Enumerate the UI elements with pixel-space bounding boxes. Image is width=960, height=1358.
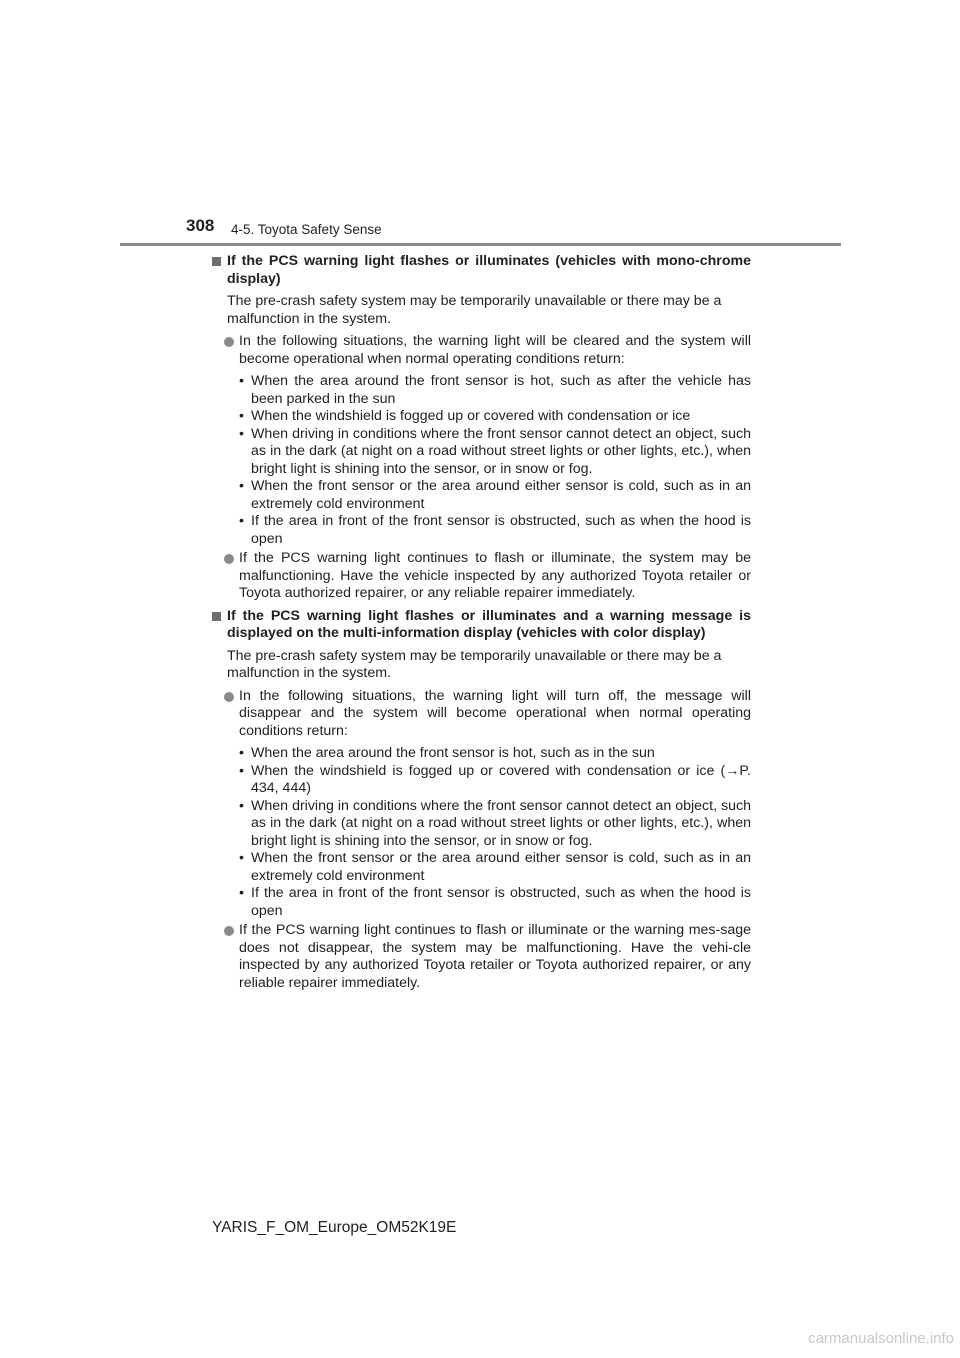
condition-list	[211, 373, 751, 548]
section-title: 4-5. Toyota Safety Sense	[231, 222, 382, 237]
dot-bullet-icon: •	[239, 373, 244, 389]
list-item-text: When the front sensor or the area around either sensor is cold, such as in an extremely cold environment	[251, 850, 751, 884]
list-item	[211, 798, 751, 851]
list-item	[211, 850, 751, 885]
dot-bullet-icon: •	[239, 797, 244, 814]
list-item	[211, 426, 751, 479]
list-item	[211, 688, 751, 741]
list-item-text: When the windshield is fogged up or covered with condensation or ice	[251, 408, 691, 424]
header-divider	[120, 243, 841, 246]
circle-bullet-icon	[224, 554, 234, 564]
watermark: carmanualsonline.info	[808, 1330, 954, 1347]
list-item-text: In the following situations, the warning light will turn off, the message will disappear and the system will become operational when normal operating conditions return:	[239, 687, 751, 739]
list-item-text: When driving in conditions where the front sensor cannot detect an object, such as in the dark (at night on a road without street lights or other lights, etc.), when bright light is shining into the sensor, or in snow or fog.	[251, 425, 751, 477]
dot-bullet-icon: •	[239, 745, 244, 761]
list-item-text: When driving in conditions where the front sensor cannot detect an object, such as in the dark (at night on a road without street lights or other lights, etc.), when bright light is shining into the sensor, or in snow or fog.	[251, 797, 751, 849]
square-bullet-icon	[212, 257, 221, 266]
document-code: YARIS_F_OM_Europe_OM52K19E	[212, 1219, 457, 1236]
list-item-text: If the PCS warning light continues to flash or illuminate or the warning mes-sage does not disappear, the system may be malfunctioning. Have the vehi-cle inspected by any authorized Toyota retailer or Toyota authorized repairer, or any reliable repairer immediately.	[239, 922, 751, 991]
list-item-text: When the area around the front sensor is hot, such as after the vehicle has been parked in the sun	[251, 373, 751, 407]
list-item	[211, 408, 751, 426]
list-item-text: If the PCS warning light continues to flash or illuminate, the system may be malfunctioning. Have the vehicle inspected by any authorized Toyota retailer or Toyota authorized repairer, or any reliable repairer immediately.	[239, 550, 751, 601]
circle-bullet-icon	[224, 692, 234, 702]
list-item	[211, 333, 751, 368]
condition-list	[211, 745, 751, 920]
list-item	[211, 478, 751, 513]
dot-bullet-icon: •	[239, 885, 244, 901]
dot-bullet-icon: •	[239, 513, 244, 529]
dot-bullet-icon: •	[239, 762, 244, 779]
section-heading-monochrome	[211, 253, 751, 288]
page-content	[211, 253, 751, 997]
list-item	[211, 885, 751, 920]
list-item	[211, 745, 751, 763]
list-item	[211, 922, 751, 992]
heading-text: If the PCS warning light flashes or illuminates and a warning message is displayed on the multi-information display (vehicles with color display)	[227, 607, 751, 641]
list-item-text: If the area in front of the front sensor is obstructed, such as when the hood is open	[251, 885, 751, 919]
circle-bullet-icon	[224, 337, 234, 347]
list-item-text: If the area in front of the front sensor is obstructed, such as when the hood is open	[251, 513, 751, 547]
list-item	[211, 513, 751, 548]
heading-text: If the PCS warning light flashes or illuminates (vehicles with mono-chrome display)	[227, 253, 751, 287]
dot-bullet-icon: •	[239, 425, 244, 442]
list-item-text: In the following situations, the warning light will be cleared and the system will become operational when normal operating conditions return:	[239, 333, 751, 367]
list-item	[211, 373, 751, 408]
square-bullet-icon	[212, 612, 221, 621]
list-item-text: When the area around the front sensor is hot, such as in the sun	[251, 745, 655, 761]
list-item-text: When the windshield is fogged up or covered with condensation or ice (→P. 434, 444)	[251, 762, 751, 796]
dot-bullet-icon: •	[239, 478, 244, 494]
page-number: 308	[186, 216, 215, 235]
list-item	[211, 763, 751, 798]
list-item-text: When the front sensor or the area around either sensor is cold, such as in an extremely cold environment	[251, 478, 751, 512]
section-intro: The pre-crash safety system may be temporarily unavailable or there may be a malfunction in the system.	[227, 647, 722, 681]
list-item	[211, 550, 751, 603]
dot-bullet-icon: •	[239, 850, 244, 866]
circle-bullet-icon	[224, 926, 234, 936]
dot-bullet-icon: •	[239, 408, 244, 424]
section-heading-color	[211, 608, 751, 643]
section-intro: The pre-crash safety system may be temporarily unavailable or there may be a malfunction in the system.	[227, 293, 722, 327]
